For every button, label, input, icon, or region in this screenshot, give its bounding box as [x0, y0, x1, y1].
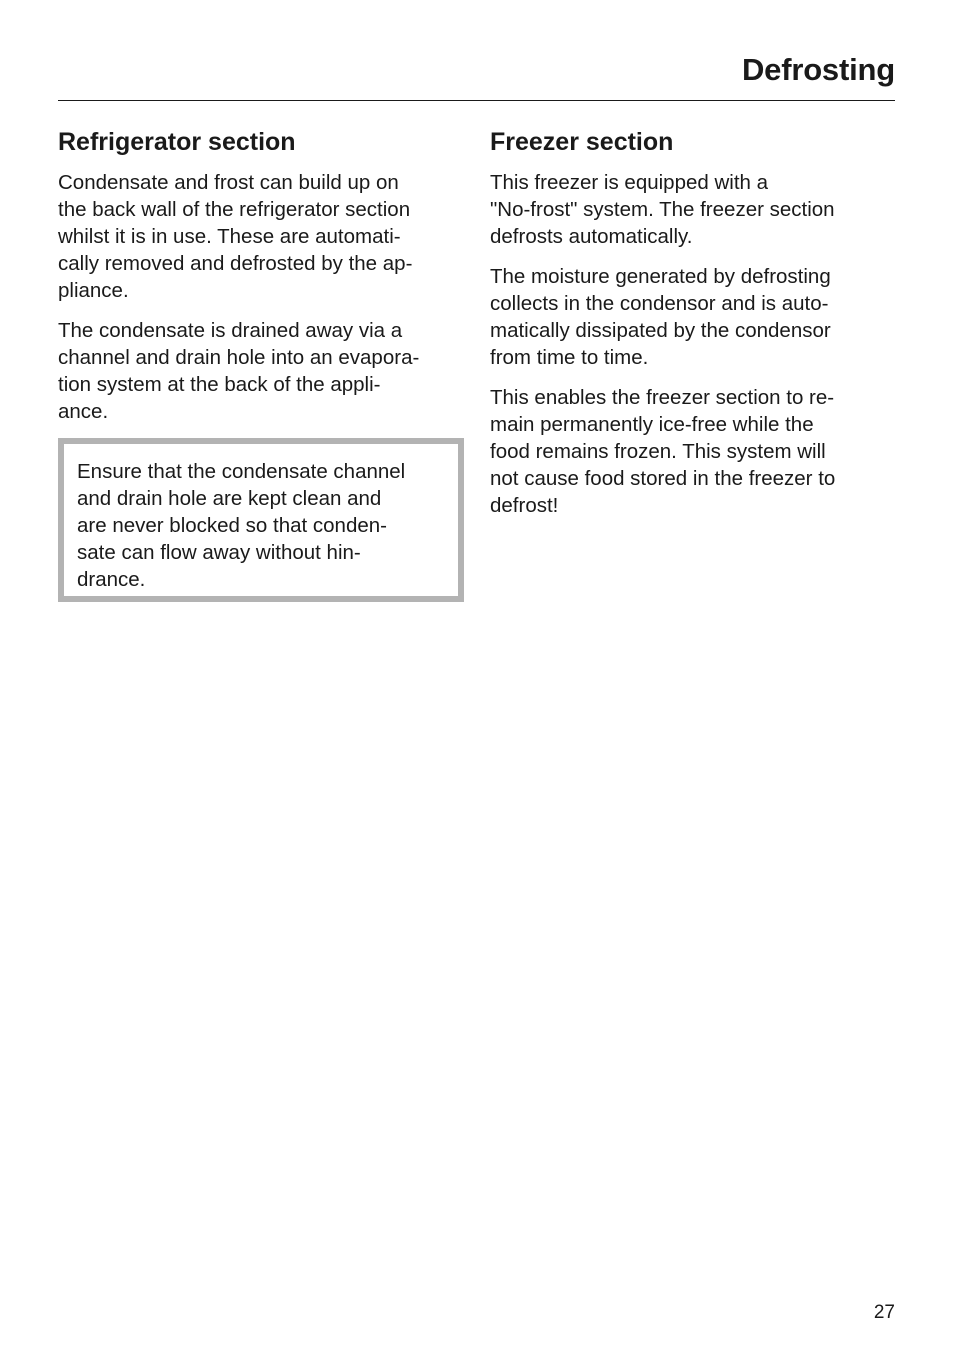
freezer-section-heading: Freezer section — [490, 128, 674, 156]
freezer-paragraph-2: The moisture generated by defrosting collects in the condensor and is auto- matically dissipated by the condensor from time to time. — [490, 265, 831, 369]
warning-note-box — [58, 438, 464, 602]
page-number: 27 — [873, 1302, 895, 1323]
page-title: Defrosting — [741, 52, 895, 87]
freezer-paragraph-3: This enables the freezer section to re- main permanently ice-free while the food remains frozen. This system will not cause food stored in the freezer to defrost! — [490, 386, 836, 517]
refrigerator-paragraph-1: Condensate and frost can build up on the back wall of the refrigerator section whilst it is in use. These are automati- cally removed and defrosted by the ap- pliance. — [58, 171, 413, 302]
refrigerator-paragraph-2: The condensate is drained away via a channel and drain hole into an evapora- tion system at the back of the appli- ance. — [58, 319, 420, 423]
warning-note-text: Ensure that the condensate channel and drain hole are kept clean and are never blocked so that conden- sate can flow away without hin- drance. — [77, 460, 406, 591]
freezer-section — [490, 125, 890, 532]
refrigerator-section-heading: Refrigerator section — [58, 128, 296, 156]
title-divider — [58, 100, 895, 101]
freezer-paragraph-1: This freezer is equipped with a "No-frost" system. The freezer section defrosts automatically. — [490, 171, 835, 248]
refrigerator-section — [58, 125, 466, 602]
